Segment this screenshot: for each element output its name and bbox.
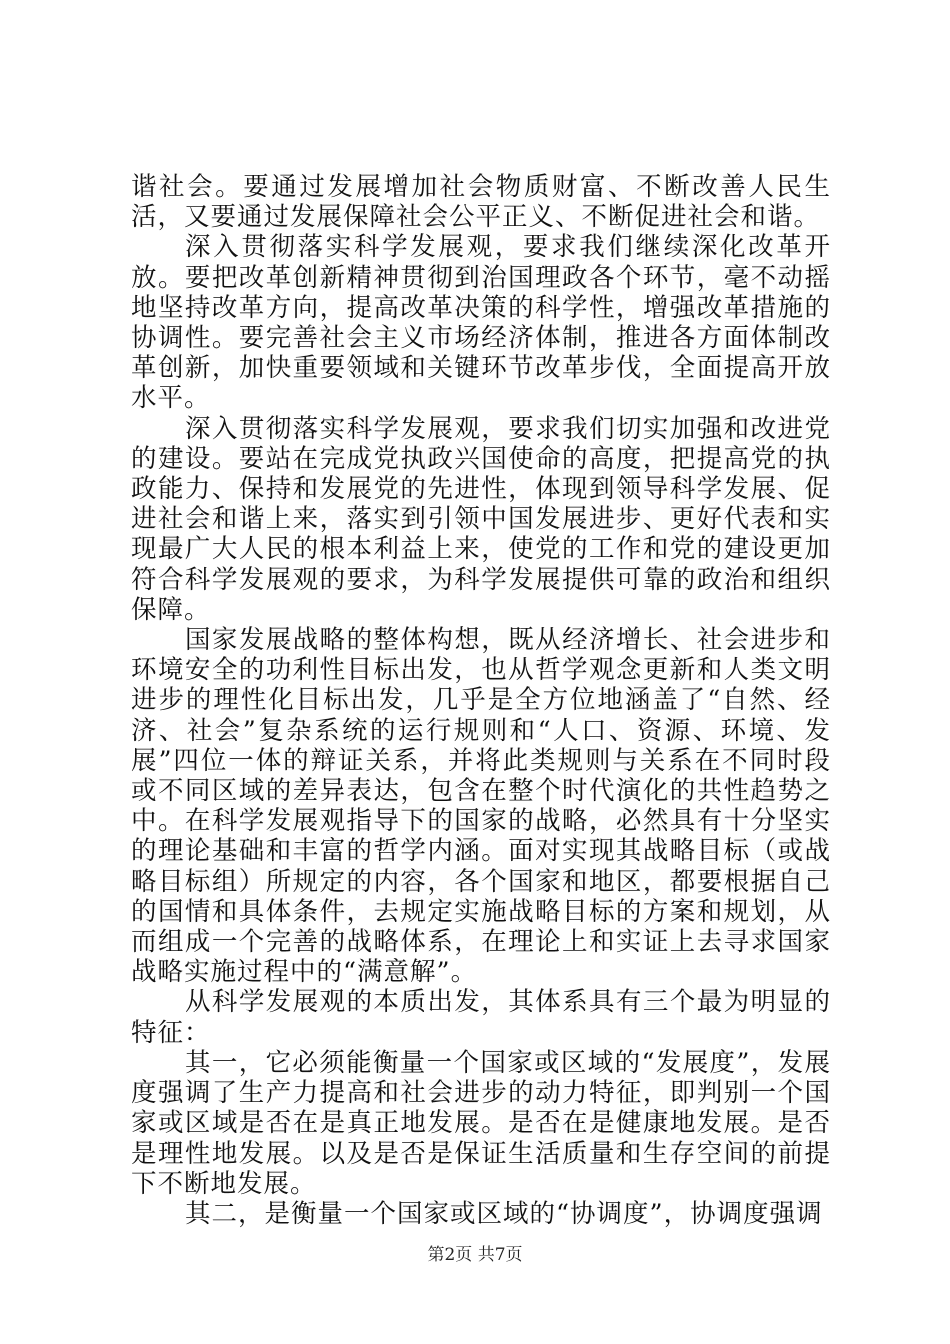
paragraph-national-strategy: 国家发展战略的整体构想，既从经济增长、社会进步和环境安全的功利性目标出发，也从哲学观念更新和人类文明进步的理性化目标出发，几乎是全方位地涵盖了“自然、经济、社会”复杂系统的运行规则和“人口、资源、环境、发展”四位一体的辩证关系，并将此类规则与关系在不同时段或不同区域的差异表达，包含在整个时代演化的共性趋势之中。在科学发展观指导下的国家的战略，必然具有十分坚实的理论基础和丰富的哲学内涵。面对实现其战略目标（或战略目标组）所规定的内容，各个国家和地区，都要根据自己的国情和具体条件，去规定实施战略目标的方案和规划，从而组成一个完善的战略体系，在理论上和实证上去寻求国家战略实施过程中的“满意解”。	[131, 625, 831, 988]
page-number-label: 第2页 共7页	[427, 1245, 523, 1265]
paragraph-feature-one: 其一，它必须能衡量一个国家或区域的“发展度”，发展度强调了生产力提高和社会进步的动力特征，即判别一个国家或区域是否在是真正地发展。是否在是健康地发展。是否是理性地发展。以及是否是保证生活质量和生存空间的前提下不断地发展。	[131, 1047, 831, 1199]
paragraph-party-building: 深入贯彻落实科学发展观，要求我们切实加强和改进党的建设。要站在完成党执政兴国使命的高度，把提高党的执政能力、保持和发展党的先进性，体现到领导科学发展、促进社会和谐上来，落实到引领中国发展进步、更好代表和实现最广大人民的根本利益上来，使党的工作和党的建设更加符合科学发展观的要求，为科学发展提供可靠的政治和组织保障。	[131, 413, 831, 625]
paragraph-reform: 深入贯彻落实科学发展观，要求我们继续深化改革开放。要把改革创新精神贯彻到治国理政各个环节，毫不动摇地坚持改革方向，提高改革决策的科学性，增强改革措施的协调性。要完善社会主义市场经济体制，推进各方面体制改革创新，加快重要领域和关键环节改革步伐，全面提高开放水平。	[131, 232, 831, 414]
page-footer	[0, 1244, 950, 1266]
document-body	[131, 172, 831, 1229]
paragraph-continuation: 谐社会。要通过发展增加社会物质财富、不断改善人民生活，又要通过发展保障社会公平正义、不断促进社会和谐。	[131, 172, 831, 233]
paragraph-features-intro: 从科学发展观的本质出发，其体系具有三个最为明显的特征：	[131, 987, 831, 1048]
paragraph-feature-two: 其二，是衡量一个国家或区域的“协调度”，协调度强调	[185, 1198, 823, 1229]
